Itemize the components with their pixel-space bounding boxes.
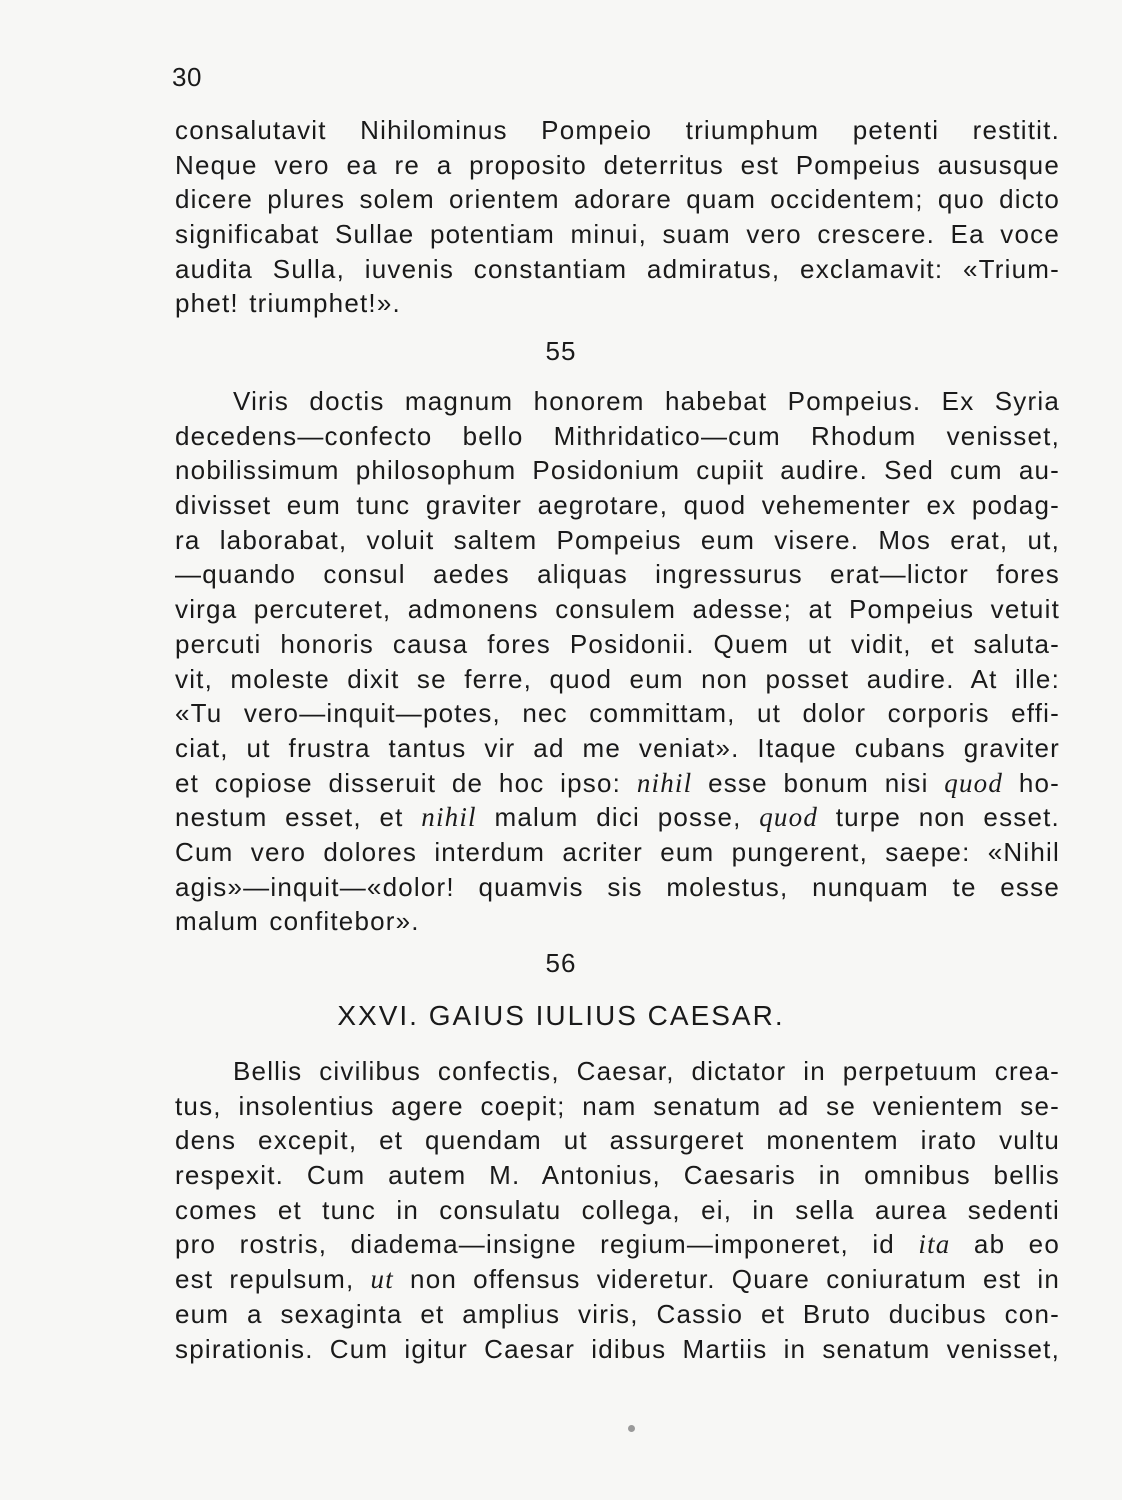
text-line: significabat Sullae potentiam minui, suam vero crescere. Ea voce	[175, 219, 1060, 250]
text-line: comes et tunc in consulatu collega, ei, in sella aurea sedenti	[175, 1194, 1060, 1225]
text-line: agis»—inquit—«dolor! quamvis sis molestus, nunquam te esse	[175, 871, 1060, 902]
paragraph-continued	[175, 113, 1060, 321]
text-line: audita Sulla, iuvenis constantiam admiratus, exclamavit: «Trium-	[175, 253, 1060, 284]
italic-word: quod	[759, 802, 819, 833]
italic-word: ut	[370, 1264, 394, 1295]
italic-word: nihil	[421, 802, 477, 833]
text-line-with-italics	[175, 1262, 1060, 1297]
text-run: non offensus videretur. Quare coniuratum est in	[393, 1264, 1060, 1295]
italic-word: quod	[944, 767, 1004, 798]
text-line-with-italics	[175, 1227, 1060, 1262]
text-line: Bellis civilibus confectis, Caesar, dictator in perpetuum crea-	[233, 1056, 1060, 1086]
text-run: malum dici posse,	[476, 802, 760, 833]
italic-word: nihil	[636, 767, 693, 798]
section-number-56: 56	[545, 948, 577, 978]
text-line: nobilissimum philosophum Posidonium cupiit audire. Sed cum au-	[175, 455, 1060, 486]
text-line: spirationis. Cum igitur Caesar idibus Martiis in senatum venisset,	[175, 1333, 1060, 1364]
section-number-55: 55	[545, 336, 577, 366]
text-line: ra laborabat, voluit saltem Pompeius eum visere. Mos erat, ut,	[175, 524, 1060, 555]
text-line: «Tu vero—inquit—potes, nec committam, ut dolor corporis effi-	[175, 698, 1060, 729]
text-line: virga percuteret, admonens consulem adesse; at Pompeius vetuit	[175, 594, 1060, 625]
text-line: eum a sexaginta et amplius viris, Cassio et Bruto ducibus con-	[175, 1298, 1060, 1329]
text-line: consalutavit Nihilominus Pompeio triumphum petenti restitit.	[175, 115, 1060, 145]
text-line: respexit. Cum autem M. Antonius, Caesaris in omnibus bellis	[175, 1160, 1060, 1191]
text-line: malum confitebor».	[175, 906, 420, 937]
text-run: nestum esset, et	[175, 802, 422, 833]
text-line: dens excepit, et quendam ut assurgeret monentem irato vultu	[175, 1125, 1060, 1156]
text-line: tus, insolentius agere coepit; nam senatum ad se venientem se-	[175, 1090, 1060, 1121]
text-line: vit, moleste dixit se ferre, quod eum non posset audire. At ille:	[175, 663, 1060, 694]
text-line-with-italics	[175, 766, 1060, 801]
text-run: ab eo	[950, 1229, 1060, 1260]
text-run: pro rostris, diadema—insigne regium—imponeret, id	[175, 1229, 919, 1260]
text-line: Neque vero ea re a proposito deterritus est Pompeius aususque	[175, 149, 1060, 180]
text-line: decedens—confecto bello Mithridatico—cum Rhodum venisset,	[175, 420, 1060, 451]
text-line: —quando consul aedes aliquas ingressurus erat—lictor fores	[175, 559, 1060, 590]
text-line: divisset eum tunc graviter aegrotare, quod vehementer ex podag-	[175, 490, 1060, 521]
print-speck	[628, 1425, 635, 1432]
paragraph-section-55	[175, 384, 1060, 939]
text-line: Viris doctis magnum honorem habebat Pompeius. Ex Syria	[233, 386, 1060, 416]
text-line: phet! triumphet!».	[175, 288, 401, 319]
text-line: dicere plures solem orientem adorare quam occidentem; quo dicto	[175, 184, 1060, 215]
italic-word: ita	[918, 1229, 951, 1260]
text-line-with-italics	[175, 800, 1060, 835]
text-line: ciat, ut frustra tantus vir ad me veniat». Itaque cubans graviter	[175, 732, 1060, 763]
text-line: Cum vero dolores interdum acriter eum pungerent, saepe: «Nihil	[175, 836, 1060, 867]
text-run: et copiose disseruit de hoc ipso:	[175, 767, 637, 798]
text-run: est repulsum,	[175, 1264, 371, 1295]
paragraph-section-56	[175, 1054, 1060, 1366]
text-run: ho-	[1003, 767, 1060, 798]
text-run: esse bonum nisi	[692, 767, 945, 798]
chapter-title: XXVI. GAIUS IULIUS CAESAR.	[337, 1000, 785, 1031]
text-line: percuti honoris causa fores Posidonii. Quem ut vidit, et saluta-	[175, 628, 1060, 659]
text-run: turpe non esset.	[818, 802, 1060, 833]
page-number: 30	[172, 62, 202, 92]
